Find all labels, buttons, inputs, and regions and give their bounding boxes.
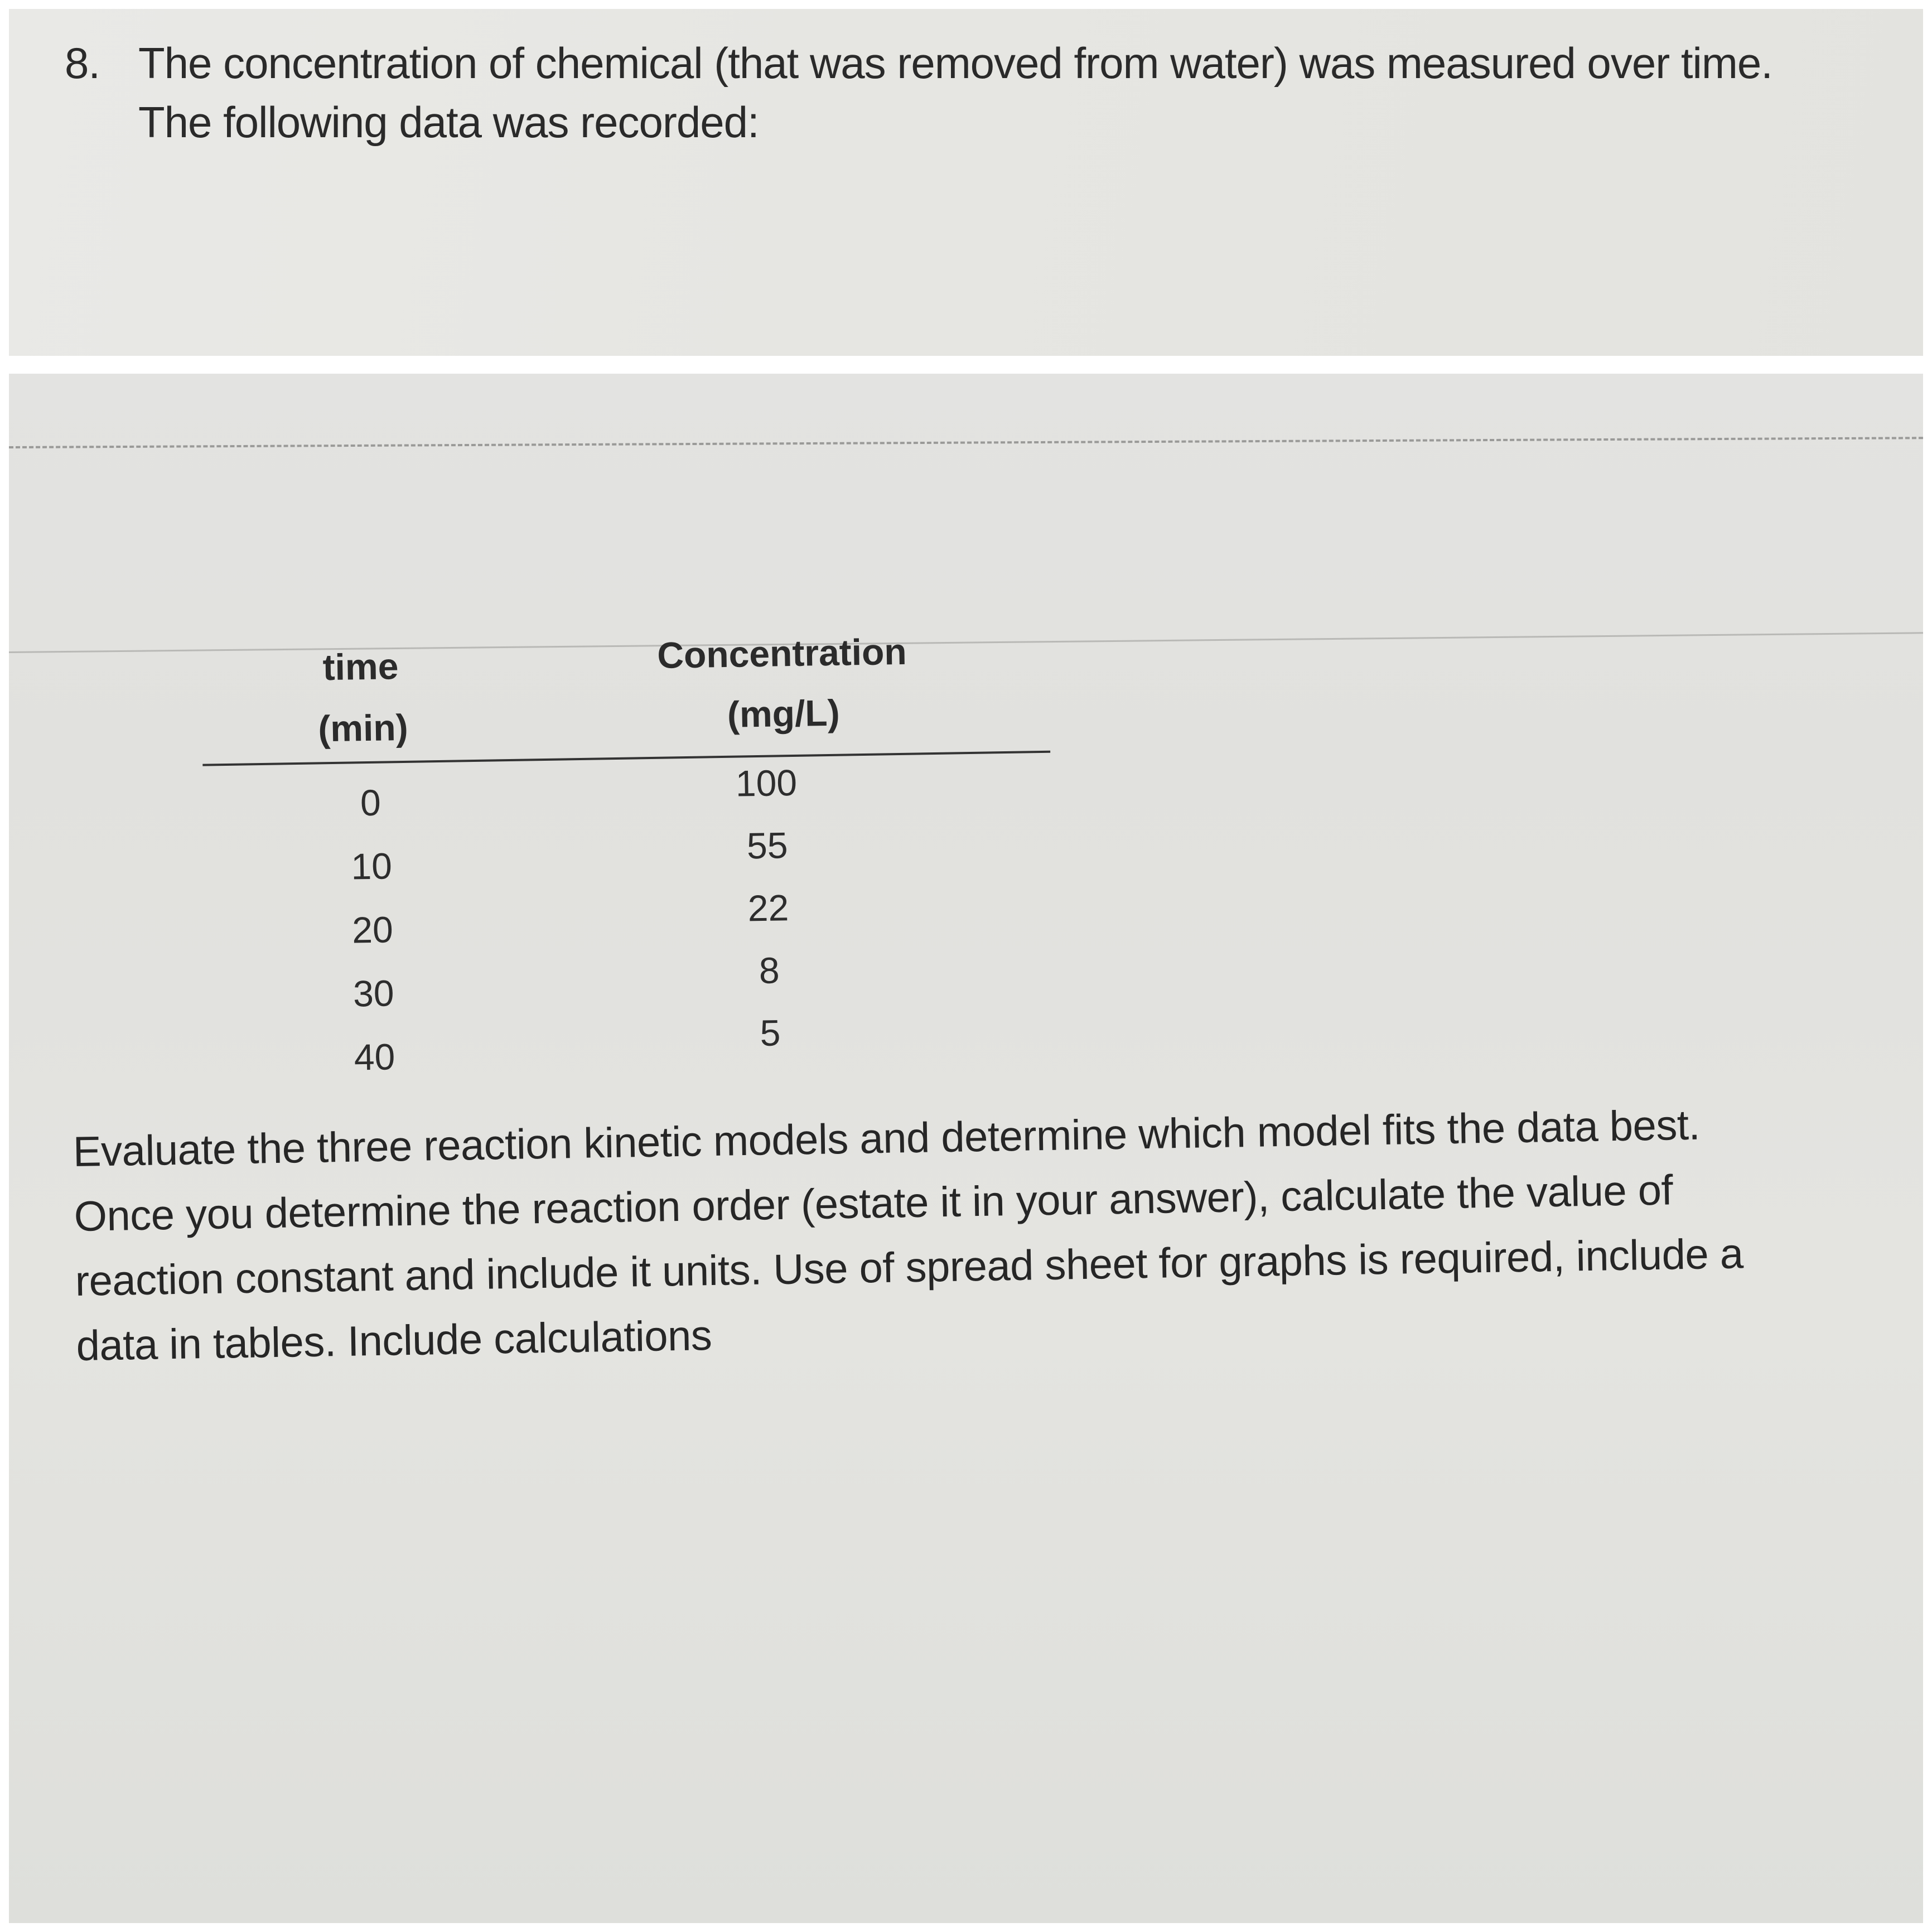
instructions-line-1: Evaluate the three reaction kinetic models and determine which model fits the data best. [73, 1101, 1701, 1176]
cell-concentration: 55 [746, 824, 788, 867]
cell-concentration: 100 [735, 761, 798, 804]
dashed-divider [9, 437, 1923, 448]
header-concentration-unit: (mg/L) [727, 692, 841, 735]
cell-time: 40 [354, 1036, 395, 1078]
cell-concentration: 8 [759, 949, 780, 992]
instructions-line-4: data in tables. Include calculations [76, 1312, 712, 1370]
header-concentration: Concentration [656, 630, 907, 676]
question-text-line-2: The following data was recorded: [138, 98, 759, 147]
header-rule [202, 751, 1050, 766]
cell-time: 10 [350, 845, 393, 887]
instructions-line-2: Once you determine the reaction order (estate it in your answer), calculate the value of [74, 1166, 1673, 1240]
cell-time: 20 [351, 909, 394, 951]
instructions-block [73, 1089, 1917, 1379]
cell-concentration: 22 [747, 887, 789, 929]
header-time-unit: (min) [317, 706, 409, 750]
question-text-line-1: The concentration of chemical (that was removed from water) was measured over time. [138, 38, 1772, 88]
cell-time: 30 [352, 972, 395, 1015]
instructions-line-3: reaction constant and include it units. Use of spread sheet for graphs is required, include a [75, 1230, 1744, 1305]
cell-concentration: 5 [760, 1012, 781, 1054]
header-time: time [322, 645, 399, 688]
question-number: 8. [65, 38, 100, 88]
cell-time: 0 [360, 781, 381, 824]
question-photo [9, 9, 1923, 356]
